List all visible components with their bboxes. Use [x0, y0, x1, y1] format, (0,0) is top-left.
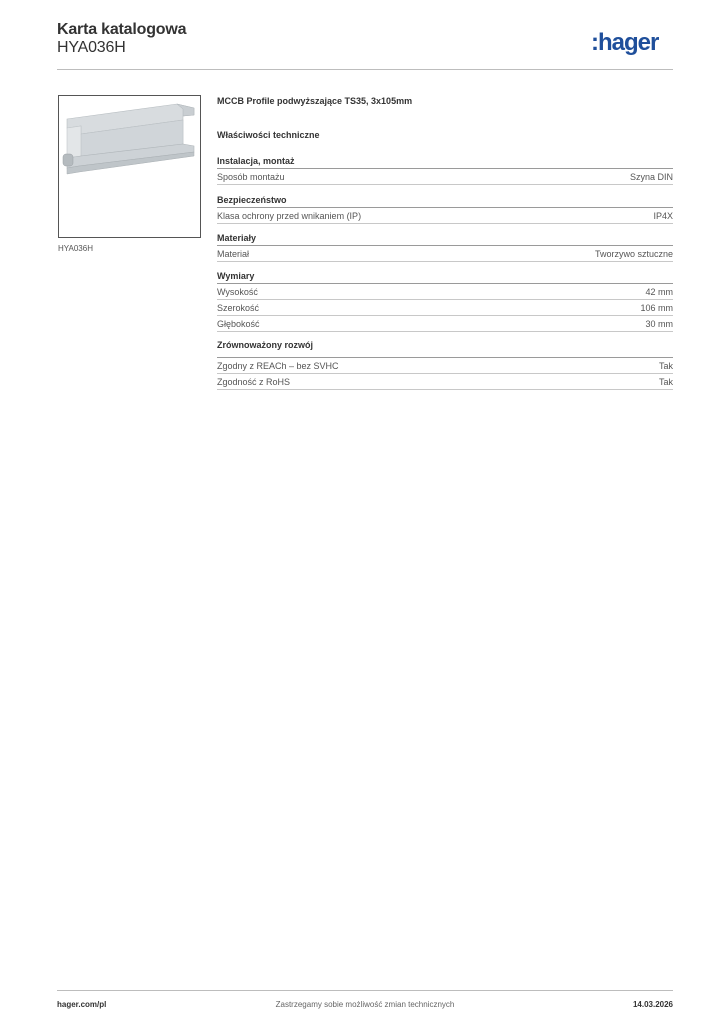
spec-row: [217, 284, 673, 300]
spec-group-title: Materiały: [217, 233, 673, 246]
document-product-code: HYA036H: [57, 39, 126, 56]
spec-group-safety: [217, 195, 673, 224]
spec-label: Materiał: [217, 248, 250, 259]
spec-label: Głębokość: [217, 318, 260, 329]
hager-logo: [591, 29, 673, 55]
spec-row: [217, 374, 673, 390]
spec-row: [217, 316, 673, 332]
spec-group-installation: [217, 156, 673, 185]
technical-properties-title: Właściwości techniczne: [217, 130, 320, 140]
spec-group-title: Instalacja, montaż: [217, 156, 673, 169]
spec-value: Tworzywo sztuczne: [594, 248, 673, 259]
product-name: MCCB Profile podwyższające TS35, 3x105mm: [217, 96, 413, 106]
spec-value: IP4X: [653, 210, 673, 221]
spec-row: [217, 208, 673, 224]
spec-label: Wysokość: [217, 286, 258, 297]
spec-group-title: Bezpieczeństwo: [217, 195, 673, 208]
spec-value: Tak: [658, 376, 673, 387]
footer-date: 14.03.2026: [632, 1000, 673, 1009]
din-rail-profile-illustration: [59, 96, 200, 237]
spec-label: Sposób montażu: [217, 171, 285, 182]
document-title: Karta katalogowa: [57, 21, 187, 38]
spec-group-materials: [217, 233, 673, 262]
spec-row: [217, 169, 673, 185]
hager-logo-text: :hager: [591, 29, 659, 55]
spec-label: Klasa ochrony przed wnikaniem (IP): [217, 210, 362, 221]
spec-label: Szerokość: [217, 302, 260, 313]
spec-value: 42 mm: [645, 286, 673, 297]
spec-group-sustainability: [217, 340, 673, 390]
spec-row: [217, 246, 673, 262]
spec-label: Zgodność z RoHS: [217, 376, 291, 387]
page-footer: [57, 990, 673, 1011]
spec-label: Zgodny z REACh – bez SVHC: [217, 360, 339, 371]
spec-value: 30 mm: [645, 318, 673, 329]
spec-group-dimensions: [217, 271, 673, 332]
spec-value: 106 mm: [640, 302, 673, 313]
page-header: [57, 21, 673, 70]
footer-disclaimer: Zastrzegamy sobie możliwość zmian technicznych: [275, 1000, 455, 1009]
spec-group-title: Zrównoważony rozwój: [217, 340, 313, 350]
product-photo: [58, 95, 201, 238]
footer-website-link[interactable]: hager.com/pl: [57, 1000, 107, 1009]
spec-row: [217, 358, 673, 374]
spec-value: Szyna DIN: [629, 171, 673, 182]
spec-row: [217, 300, 673, 316]
spec-value: Tak: [658, 360, 673, 371]
photo-caption: HYA036H: [58, 244, 93, 253]
spec-group-title: Wymiary: [217, 271, 673, 284]
